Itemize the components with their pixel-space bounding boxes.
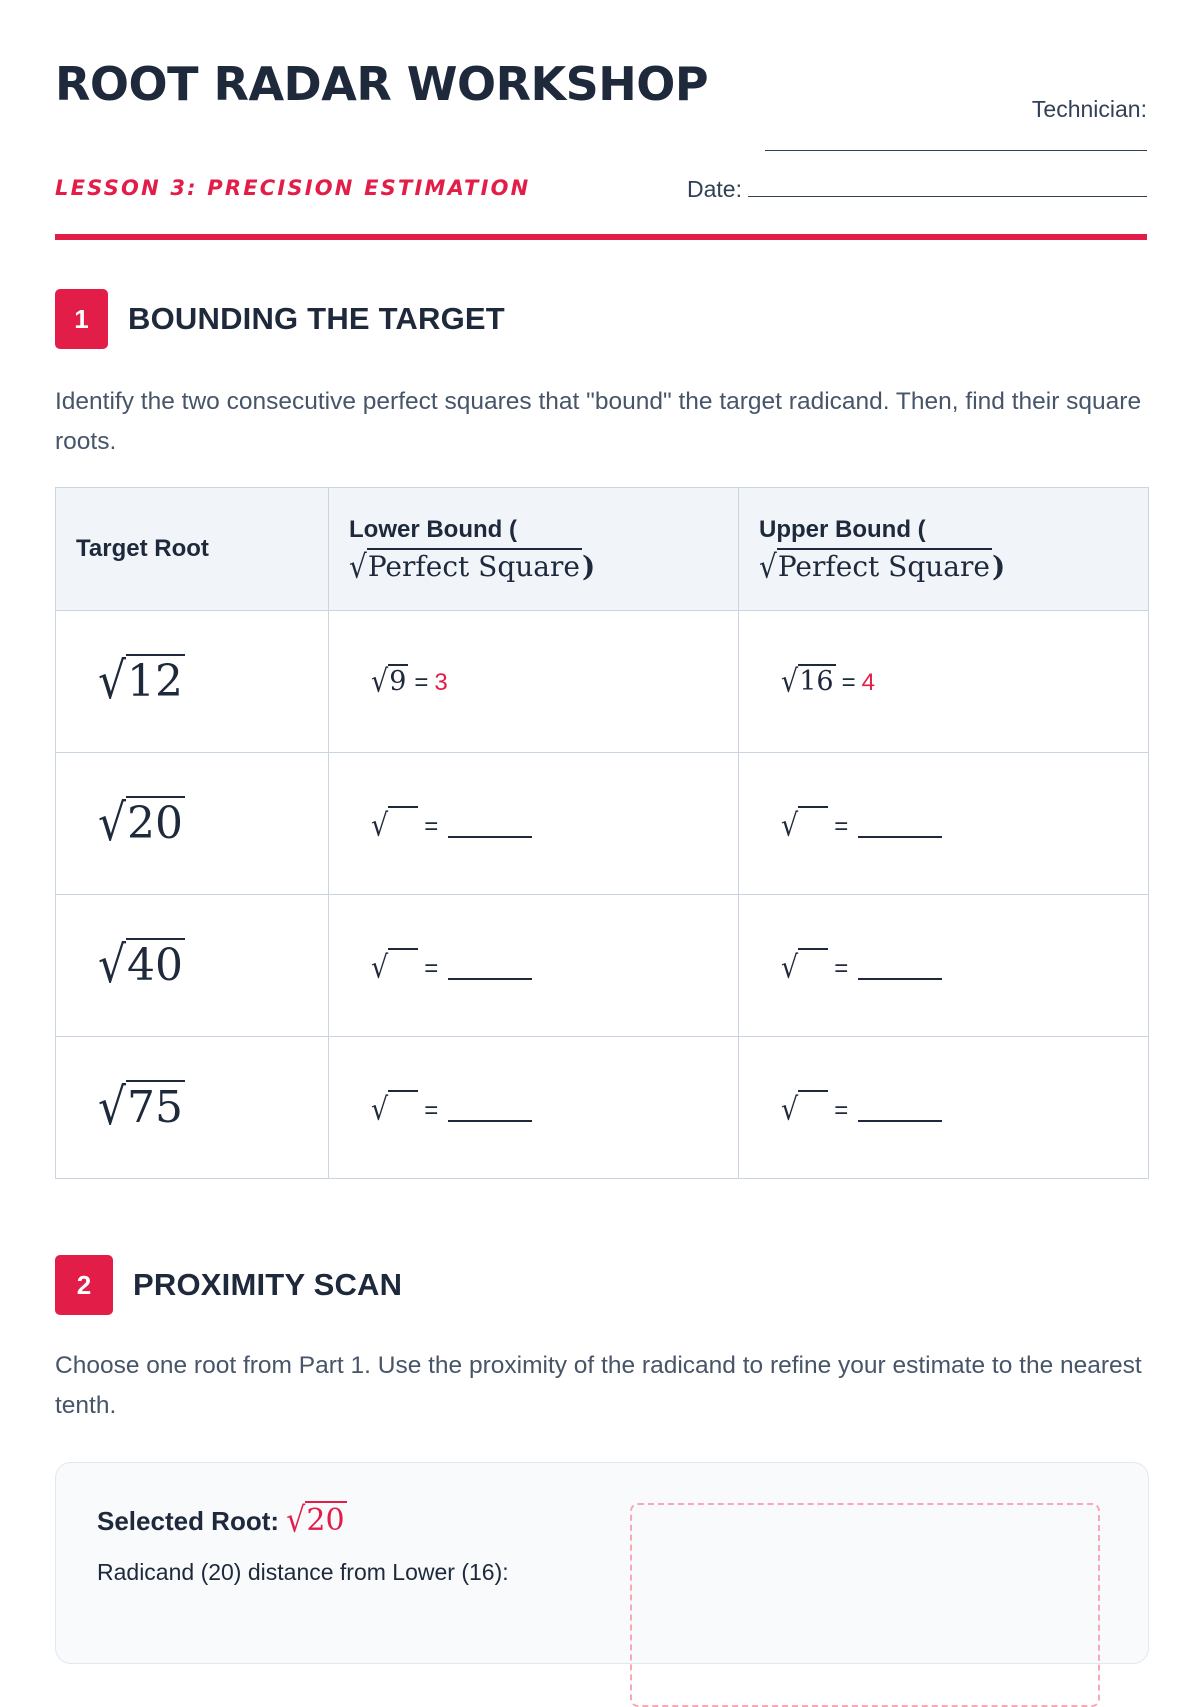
lower-cell[interactable] xyxy=(329,753,739,895)
header-upper-perfect-square xyxy=(759,547,1128,585)
section-2-instructions: Choose one root from Part 1. Use the proximity of the radicand to refine your estimate to the nearest tenth. xyxy=(55,1352,1142,1419)
proximity-scan-box xyxy=(55,1462,1149,1664)
header-target-label: Target Root xyxy=(76,535,209,562)
target-radicand: 20 xyxy=(127,798,184,849)
lower-radicand-blank[interactable] xyxy=(388,948,418,974)
target-cell xyxy=(56,1037,329,1179)
target-cell xyxy=(56,895,329,1037)
upper-cell[interactable] xyxy=(739,753,1149,895)
target-root xyxy=(98,652,185,711)
target-radicand: 40 xyxy=(127,940,184,991)
lower-value-blank[interactable] xyxy=(448,836,532,838)
table-row xyxy=(56,753,1149,895)
technician-field[interactable] xyxy=(765,150,1147,151)
sqrt-icon: √ xyxy=(98,1078,127,1137)
header-lower-perfect-square xyxy=(349,547,718,585)
header-upper-label: Upper Bound ( xyxy=(759,515,926,543)
worksheet-page xyxy=(55,0,1147,1600)
upper-bound-blank[interactable]: √ = xyxy=(781,1097,942,1124)
header-divider xyxy=(55,234,1147,240)
header-upper-bound xyxy=(739,488,1149,611)
sqrt-icon: √ xyxy=(286,1500,306,1541)
lower-bound-blank[interactable]: √ = xyxy=(371,813,532,840)
upper-cell xyxy=(739,611,1149,753)
section-2-badge: 2 xyxy=(55,1255,113,1315)
table-header-row xyxy=(56,488,1149,611)
upper-radicand-blank[interactable] xyxy=(798,948,828,974)
target-root xyxy=(98,936,185,995)
header-lower-bound xyxy=(329,488,739,611)
lesson-subtitle: LESSON 3: PRECISION ESTIMATION xyxy=(55,176,531,200)
sqrt-icon: √ xyxy=(371,663,389,700)
upper-value-blank[interactable] xyxy=(858,1120,942,1122)
lower-bound-blank[interactable]: √ = xyxy=(371,1097,532,1124)
lower-radicand-blank[interactable] xyxy=(388,1090,418,1116)
sqrt-icon: √ xyxy=(98,794,127,853)
close-paren: ) xyxy=(991,549,1006,583)
sqrt-icon: √ xyxy=(759,547,777,585)
selected-root-label: Selected Root: xyxy=(97,1506,280,1536)
lower-cell[interactable] xyxy=(329,1037,739,1179)
bounding-table xyxy=(55,487,1149,1179)
sqrt-icon: √ xyxy=(781,1091,799,1128)
sqrt-icon: √ xyxy=(371,1091,389,1128)
selected-radicand: 20 xyxy=(306,1503,345,1538)
sqrt-icon: √ xyxy=(781,663,799,700)
header-lower-label: Lower Bound ( xyxy=(349,515,517,543)
lower-cell xyxy=(329,611,739,753)
target-radicand: 75 xyxy=(127,1082,184,1133)
upper-value: 4 xyxy=(861,669,875,696)
sqrt-icon: √ xyxy=(371,807,389,844)
upper-cell[interactable] xyxy=(739,1037,1149,1179)
lower-radicand: 9 xyxy=(389,666,407,697)
distance-prompt: Radicand (20) distance from Lower (16): xyxy=(97,1559,509,1585)
perfect-square-text: Perfect Square xyxy=(367,549,580,583)
lower-bound-blank[interactable]: √ = xyxy=(371,955,532,982)
upper-radicand-blank[interactable] xyxy=(798,806,828,832)
lower-radicand-blank[interactable] xyxy=(388,806,418,832)
upper-bound-answer: √16 = 4 xyxy=(781,663,875,700)
section-2-title: PROXIMITY SCAN xyxy=(133,1267,403,1302)
sqrt-icon: √ xyxy=(781,807,799,844)
section-1-instructions: Identify the two consecutive perfect squares that "bound" the target radicand. Then, find their square roots. xyxy=(55,388,1142,455)
header-target-root xyxy=(56,488,329,611)
section-1-title: BOUNDING THE TARGET xyxy=(128,301,505,336)
section-1-badge: 1 xyxy=(55,289,108,349)
target-cell xyxy=(56,753,329,895)
target-cell xyxy=(56,611,329,753)
upper-bound-blank[interactable]: √ = xyxy=(781,955,942,982)
date-field[interactable] xyxy=(748,176,1147,197)
section-1-heading xyxy=(55,289,505,349)
upper-value-blank[interactable] xyxy=(858,978,942,980)
date-row xyxy=(687,176,1147,203)
upper-bound-blank[interactable]: √ = xyxy=(781,813,942,840)
upper-radicand-blank[interactable] xyxy=(798,1090,828,1116)
close-paren: ) xyxy=(581,549,596,583)
target-root xyxy=(98,1078,185,1137)
upper-cell[interactable] xyxy=(739,895,1149,1037)
date-label: Date: xyxy=(687,176,742,202)
page-title-text: ROOT RADAR WORKSHOP xyxy=(55,57,709,111)
table-row xyxy=(56,1037,1149,1179)
target-root xyxy=(98,794,185,853)
upper-value-blank[interactable] xyxy=(858,836,942,838)
lower-value-blank[interactable] xyxy=(448,978,532,980)
upper-radicand: 16 xyxy=(799,666,834,697)
page-title xyxy=(55,54,708,115)
work-area[interactable] xyxy=(630,1503,1100,1707)
sqrt-icon: √ xyxy=(98,936,127,995)
section-2-heading xyxy=(55,1255,402,1315)
target-radicand: 12 xyxy=(127,656,184,707)
lower-value-blank[interactable] xyxy=(448,1120,532,1122)
selected-root xyxy=(97,1500,347,1541)
lower-bound-answer: √9 = 3 xyxy=(371,663,448,700)
lower-value: 3 xyxy=(434,669,448,696)
technician-label: Technician: xyxy=(1031,96,1147,122)
sqrt-icon: √ xyxy=(98,652,127,711)
sqrt-icon: √ xyxy=(349,547,367,585)
lower-cell[interactable] xyxy=(329,895,739,1037)
selected-root-value xyxy=(286,1500,346,1541)
table-row xyxy=(56,895,1149,1037)
perfect-square-text: Perfect Square xyxy=(777,549,990,583)
sqrt-icon: √ xyxy=(371,949,389,986)
table-row xyxy=(56,611,1149,753)
sqrt-icon: √ xyxy=(781,949,799,986)
